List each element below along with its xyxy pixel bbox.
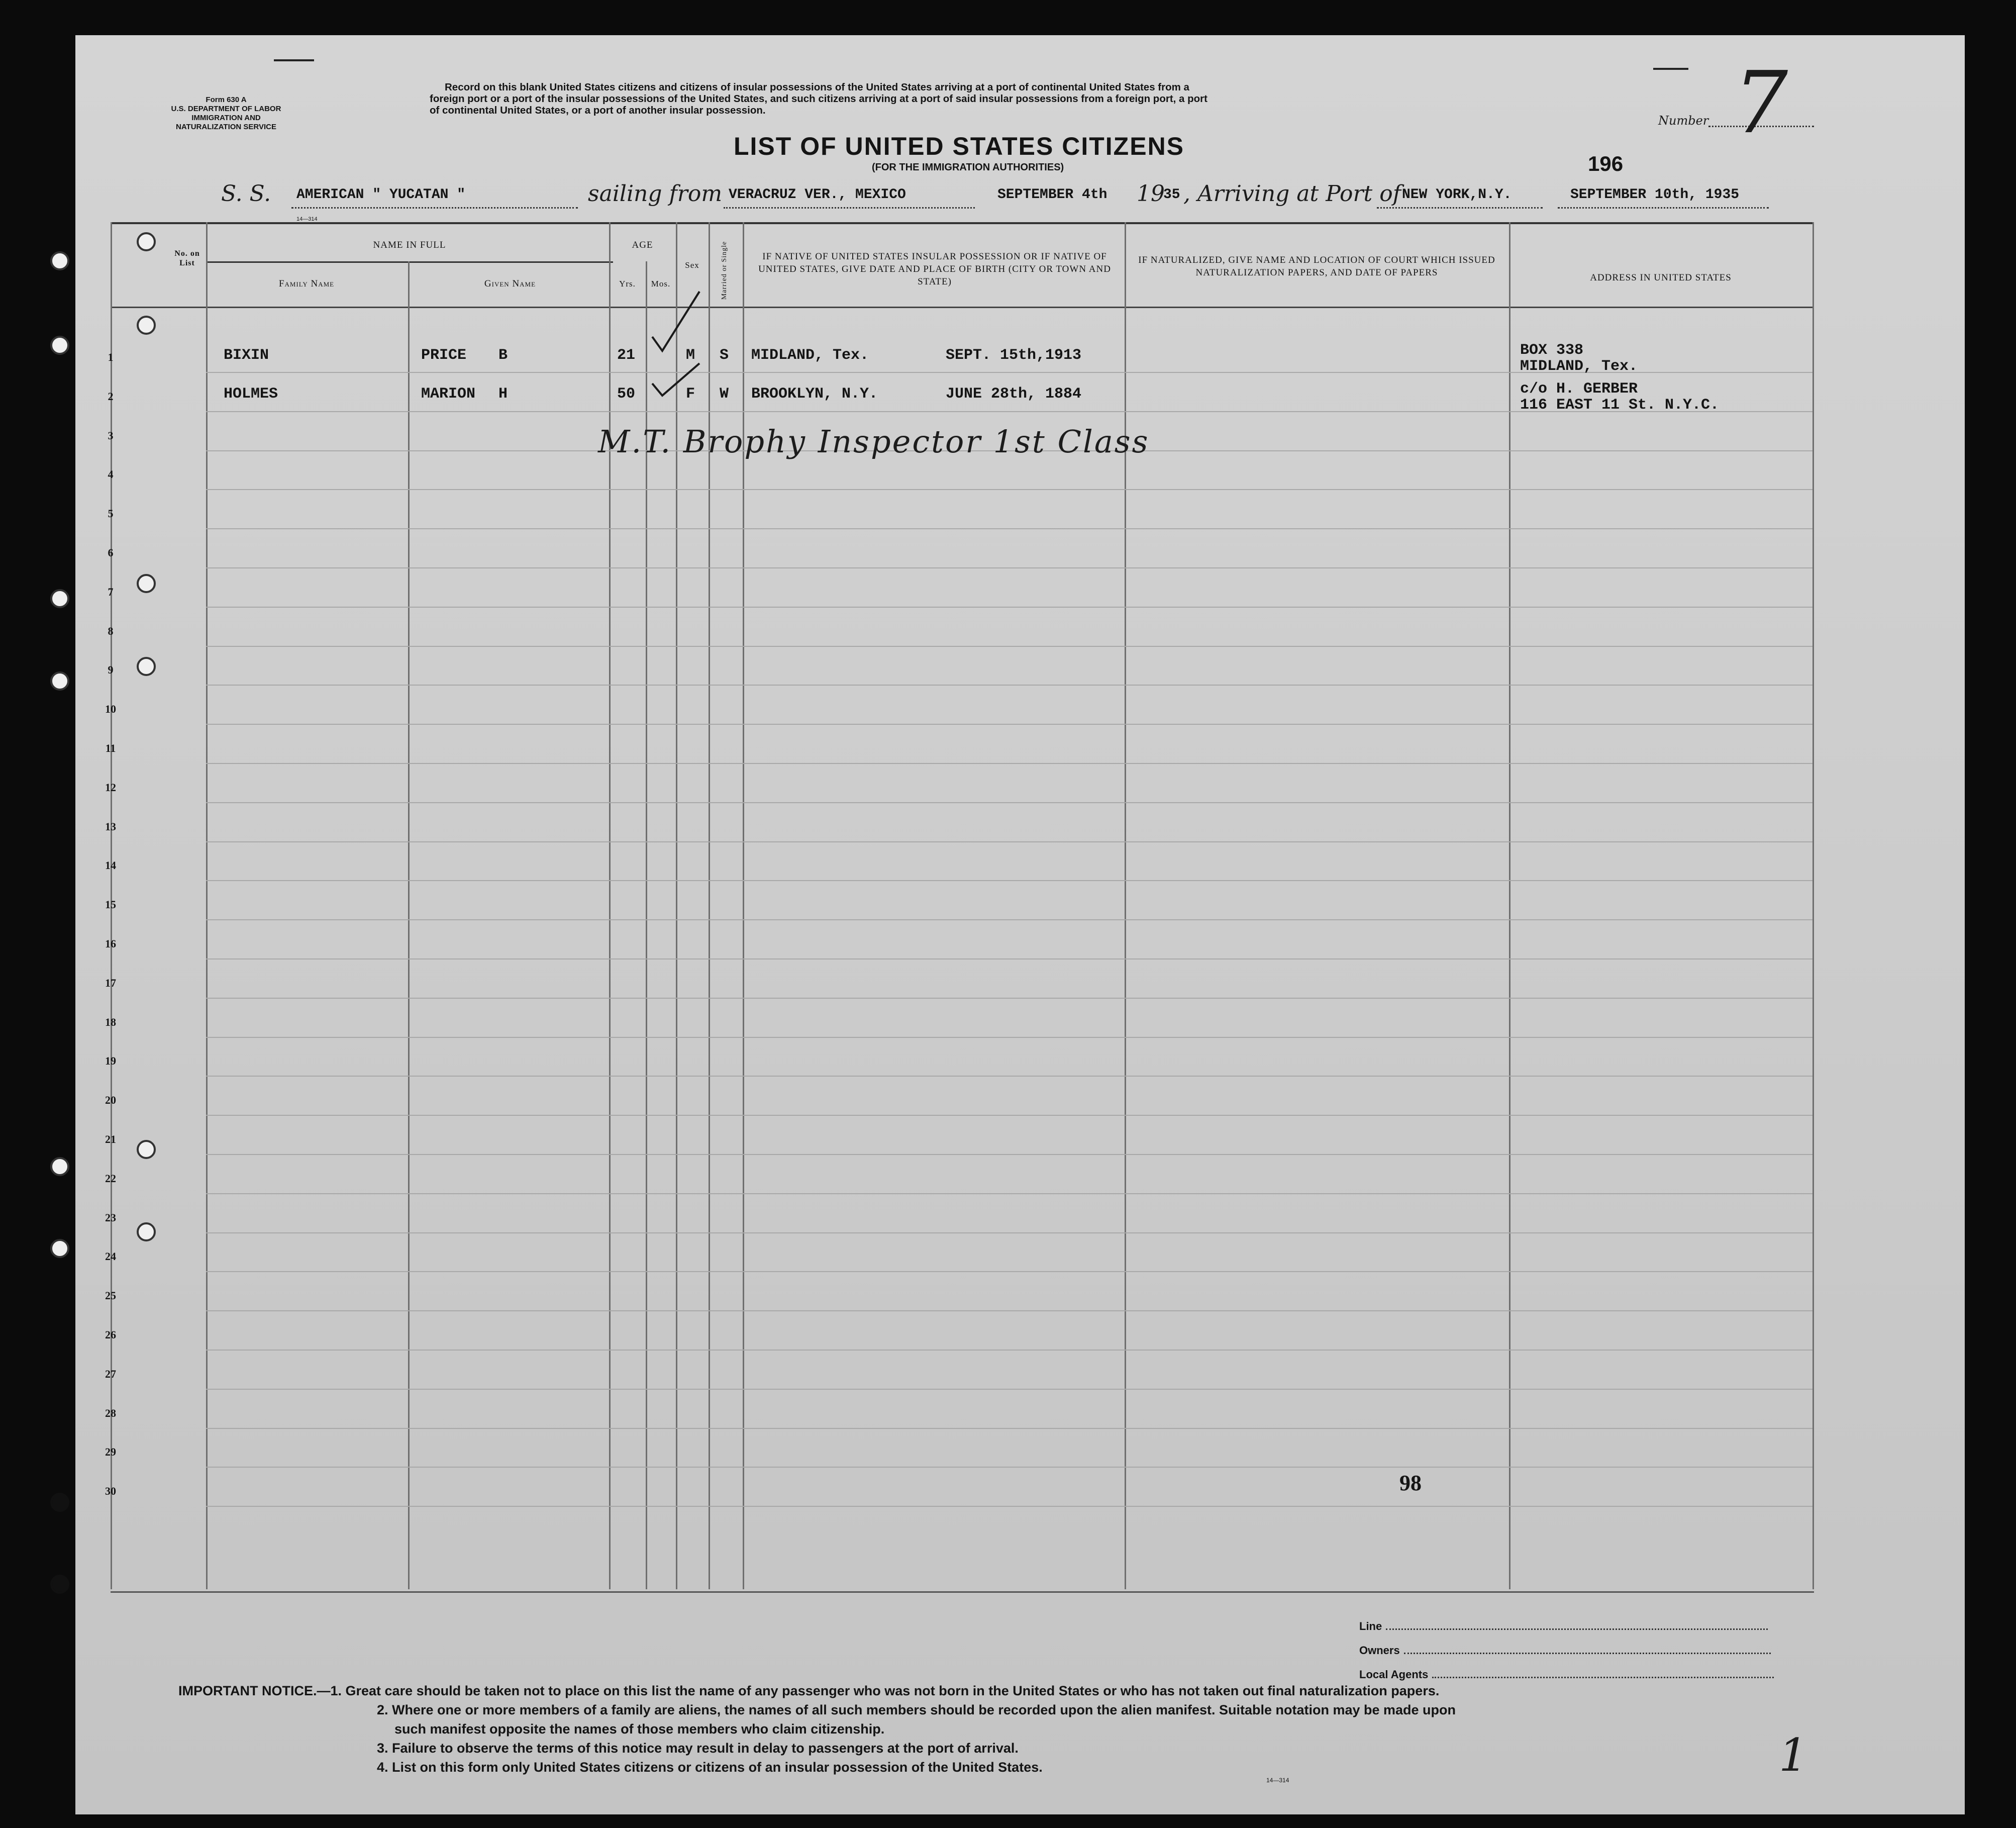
signature-block xyxy=(1359,1614,1774,1687)
punch-hole-icon xyxy=(50,336,69,355)
header-age: AGE xyxy=(632,240,653,250)
arrival-port: NEW YORK,N.Y. xyxy=(1402,187,1512,203)
row-number: 16 xyxy=(105,937,116,950)
owners-signature-field xyxy=(1404,1653,1771,1654)
notice-item-3: 3. Failure to observe the terms of this notice may result in delay to passengers at the port of arrival. xyxy=(377,1741,1019,1756)
row-rule xyxy=(206,1350,1812,1351)
row-rule xyxy=(206,528,1812,529)
row-number: 5 xyxy=(108,507,114,520)
ss-label: S. S. xyxy=(221,181,271,207)
row-number: 9 xyxy=(108,663,114,677)
row-rule xyxy=(206,1271,1812,1272)
row-rule xyxy=(206,1115,1812,1116)
arriving-label: , Arriving at Port of xyxy=(1183,181,1401,207)
check-mark-icon xyxy=(648,286,703,357)
form-id xyxy=(151,95,301,132)
row-1-given: PRICE xyxy=(421,347,467,364)
row-rule xyxy=(206,489,1812,490)
header-years: Yrs. xyxy=(619,279,636,288)
row-number: 11 xyxy=(105,742,116,754)
ship-underline xyxy=(291,207,578,209)
row-2-sex: F xyxy=(686,386,695,403)
important-notice xyxy=(178,1681,1456,1777)
header-bottom-rule xyxy=(111,307,1814,308)
row-rule xyxy=(206,1506,1812,1507)
row-1-address-2: MIDLAND, Tex. xyxy=(1520,358,1638,375)
notice-item-4: 4. List on this form only United States citizens or citizens of an insular possession of the United States. xyxy=(377,1760,1043,1775)
instruction-line: foreign port or a port of the insular possessions of the United States, and such citizens arriving at a port of said insular possessions from a foreign port, a port xyxy=(430,93,1207,105)
row-number: 28 xyxy=(105,1406,116,1419)
punch-hole-icon xyxy=(50,1239,69,1258)
row-number: 21 xyxy=(105,1133,116,1145)
row-2-birthdate: JUNE 28th, 1884 xyxy=(946,386,1082,403)
row-number: 2 xyxy=(108,390,114,403)
department: U.S. DEPARTMENT OF LABOR xyxy=(171,105,281,113)
punch-hole-icon xyxy=(50,1493,69,1512)
inspector-signature: M.T. Brophy Inspector 1st Class xyxy=(598,423,1150,460)
row-number: 10 xyxy=(105,703,116,716)
line-signature-field xyxy=(1386,1628,1768,1630)
row-rule xyxy=(206,958,1812,959)
footer-number: 98 xyxy=(1399,1471,1422,1495)
row-number: 1 xyxy=(108,351,114,363)
row-number: 30 xyxy=(105,1485,116,1498)
row-1-birthdate: SEPT. 15th,1913 xyxy=(946,347,1082,364)
col-divider xyxy=(206,222,208,1589)
instruction-line: of continental United States, or a port of another insular possession. xyxy=(430,105,766,116)
punch-hole-icon xyxy=(50,1157,69,1176)
row-rule xyxy=(206,567,1812,568)
header-married-single: Married or Single xyxy=(721,241,728,300)
row-rule xyxy=(206,763,1812,764)
row-rule xyxy=(206,1389,1812,1390)
row-number: 17 xyxy=(105,976,116,989)
row-number: 8 xyxy=(108,624,114,637)
row-number: 26 xyxy=(105,1328,116,1341)
row-number: 19 xyxy=(105,1054,116,1068)
agents-signature-field xyxy=(1432,1677,1774,1678)
row-2-given: MARION xyxy=(421,386,476,403)
row-rule xyxy=(206,724,1812,725)
punch-hole-icon xyxy=(50,1575,69,1594)
row-number: 20 xyxy=(105,1094,116,1107)
row-2-status: W xyxy=(720,386,729,403)
row-rule xyxy=(206,1193,1812,1194)
row-rule xyxy=(206,919,1812,920)
row-number: 27 xyxy=(105,1367,116,1380)
dash-mark xyxy=(274,59,314,61)
row-number: 14 xyxy=(105,859,116,872)
header-sex: Sex xyxy=(685,260,699,270)
notice-item-2-cont: such manifest opposite the names of those members who claim citizenship. xyxy=(394,1721,885,1737)
row-number: 6 xyxy=(108,546,114,559)
row-number: 25 xyxy=(105,1289,116,1302)
row-1-address-1: BOX 338 xyxy=(1520,342,1584,359)
row-rule xyxy=(206,1310,1812,1311)
row-rule xyxy=(206,1428,1812,1429)
row-number: 13 xyxy=(105,820,116,833)
row-rule xyxy=(206,1467,1812,1468)
row-rule xyxy=(206,1154,1812,1155)
row-rule xyxy=(206,685,1812,686)
row-2-address-1: c/o H. GERBER xyxy=(1520,380,1638,398)
notice-item-2: 2. Where one or more members of a family are aliens, the names of all such members should be recorded upon the alien manifest. Suitable notation may be made upon xyxy=(377,1702,1456,1717)
check-mark-icon xyxy=(648,359,703,400)
col-divider xyxy=(408,261,410,1589)
row-rule xyxy=(206,607,1812,608)
row-1-birthplace: MIDLAND, Tex. xyxy=(751,347,869,364)
notice-heading: IMPORTANT NOTICE.— xyxy=(178,1683,331,1698)
number-label: Number xyxy=(1658,114,1709,128)
row-number: 18 xyxy=(105,1015,116,1028)
row-rule xyxy=(206,998,1812,999)
arrival-underline xyxy=(1377,207,1543,209)
voyage-line xyxy=(221,181,271,207)
service-line-2: NATURALIZATION SERVICE xyxy=(175,123,276,131)
row-rule xyxy=(206,880,1812,881)
row-rule xyxy=(206,1076,1812,1077)
dash-mark xyxy=(1653,68,1688,70)
bottom-form-code: 14—314 xyxy=(1266,1777,1289,1784)
row-1-sex: M xyxy=(686,347,695,364)
depart-year: 35 xyxy=(1163,187,1180,203)
agents-label: Local Agents xyxy=(1359,1668,1429,1681)
row-rule xyxy=(206,1037,1812,1038)
name-group-rule xyxy=(206,261,613,263)
row-number: 4 xyxy=(108,468,114,481)
header-address: ADDRESS IN UNITED STATES xyxy=(1590,272,1732,283)
row-2-initial: H xyxy=(498,386,508,403)
header-place-of-birth: IF NATIVE OF UNITED STATES INSULAR POSSESSION OR IF NATIVE OF UNITED STATES, GIVE DATE AND PLACE OF BIRTH (CITY OR TOWN AND STATE) xyxy=(758,251,1111,287)
row-number: 15 xyxy=(105,898,116,911)
line-label: Line xyxy=(1359,1620,1382,1632)
row-1-years: 21 xyxy=(617,347,636,364)
row-2-family: HOLMES xyxy=(224,386,278,403)
corner-mark: 1 xyxy=(1779,1729,1808,1782)
instruction-line: Record on this blank United States citizens and citizens of insular possessions of the United States arriving at a port of continental United States from a xyxy=(445,81,1189,93)
form-title: LIST OF UNITED STATES CITIZENS xyxy=(734,132,1185,160)
header-months: Mos. xyxy=(651,279,671,288)
header-given-name: Given Name xyxy=(484,278,536,289)
punch-hole-icon xyxy=(50,589,69,608)
page-stamp: 196 xyxy=(1588,152,1624,175)
from-underline xyxy=(724,207,975,209)
service-line-1: IMMIGRATION AND xyxy=(191,114,261,122)
row-1-status: S xyxy=(720,347,729,364)
row-2-years: 50 xyxy=(617,386,636,403)
row-number: 22 xyxy=(105,1172,116,1185)
form-number: Form 630 A xyxy=(206,95,247,104)
row-2-birthplace: BROOKLYN, N.Y. xyxy=(751,386,878,403)
header-naturalization: IF NATURALIZED, GIVE NAME AND LOCATION OF COURT WHICH ISSUED NATURALIZATION PAPERS, AND DATE OF PAPERS xyxy=(1138,255,1495,278)
row-rule xyxy=(206,841,1812,842)
row-2-address-2: 116 EAST 11 St. N.Y.C. xyxy=(1520,397,1720,414)
form-code: 14—314 xyxy=(296,216,318,222)
form-subtitle: (FOR THE IMMIGRATION AUTHORITIES) xyxy=(872,162,1064,173)
row-1-family: BIXIN xyxy=(224,347,269,364)
row-1-initial: B xyxy=(498,347,508,364)
row-rule xyxy=(206,1232,1812,1233)
arrival-date-underline xyxy=(1558,207,1769,209)
header-family-name: Family Name xyxy=(278,278,335,289)
row-number: 3 xyxy=(108,429,114,442)
row-number: 23 xyxy=(105,1211,116,1224)
punch-hole-icon xyxy=(50,671,69,691)
row-number: 29 xyxy=(105,1446,116,1459)
header-name-in-full: NAME IN FULL xyxy=(373,240,446,250)
number-value: 7 xyxy=(1734,53,1788,153)
year-prefix: 19 xyxy=(1137,181,1165,207)
ship-name: AMERICAN " YUCATAN " xyxy=(296,187,466,203)
col-divider xyxy=(1509,222,1510,1589)
depart-date: SEPTEMBER 4th xyxy=(997,187,1107,203)
sailing-label: sailing from xyxy=(588,181,723,207)
instructions xyxy=(430,81,1207,116)
notice-item-1: 1. Great care should be taken not to place on this list the name of any passenger who was not born in the United States or who has not taken out final naturalization papers. xyxy=(330,1683,1440,1698)
row-rule xyxy=(206,646,1812,647)
from-port: VERACRUZ VER., MEXICO xyxy=(729,187,906,203)
header-no-on-list: No. on List xyxy=(174,249,200,267)
col-divider xyxy=(646,261,647,1589)
row-number: 24 xyxy=(105,1250,116,1263)
owners-label: Owners xyxy=(1359,1644,1400,1657)
arrival-date: SEPTEMBER 10th, 1935 xyxy=(1570,187,1740,203)
row-number: 12 xyxy=(105,781,116,794)
col-divider xyxy=(1812,222,1814,1589)
row-rule xyxy=(206,802,1812,803)
row-number: 7 xyxy=(108,585,114,598)
punch-hole-icon xyxy=(50,251,69,270)
